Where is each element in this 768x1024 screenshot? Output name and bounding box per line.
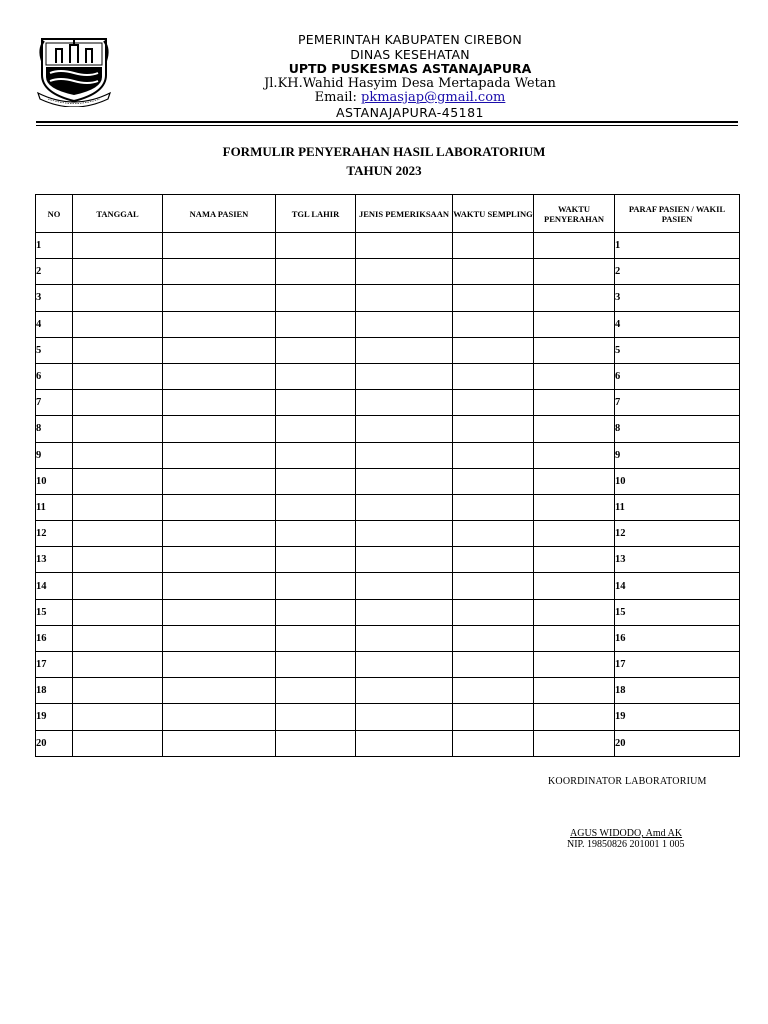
paraf-cell[interactable]: 13 (615, 547, 740, 573)
jenis-pemeriksaan-cell[interactable] (356, 521, 453, 547)
waktu-sempling-cell[interactable] (453, 390, 534, 416)
letterhead-rule-thin (36, 125, 738, 126)
paraf-cell[interactable]: 3 (615, 285, 740, 311)
nama-pasien-cell[interactable] (163, 416, 276, 442)
table-row (36, 390, 740, 416)
table-row (36, 311, 740, 337)
letterhead (230, 33, 590, 120)
row-number: 1 (36, 233, 73, 259)
nama-pasien-cell[interactable] (163, 468, 276, 494)
table-row (36, 652, 740, 678)
tanggal-cell[interactable] (73, 730, 163, 756)
row-number: 6 (36, 363, 73, 389)
header-email-line (230, 91, 590, 106)
waktu-penyerahan-cell[interactable] (534, 233, 615, 259)
waktu-penyerahan-cell[interactable] (534, 678, 615, 704)
jenis-pemeriksaan-cell[interactable] (356, 599, 453, 625)
tgl-lahir-cell[interactable] (276, 704, 356, 730)
waktu-penyerahan-cell[interactable] (534, 599, 615, 625)
table-row (36, 678, 740, 704)
waktu-sempling-cell[interactable] (453, 704, 534, 730)
jenis-pemeriksaan-cell[interactable] (356, 337, 453, 363)
email-label: Email: (314, 90, 362, 105)
form-title: FORMULIR PENYERAHAN HASIL LABORATORIUM (222, 144, 546, 159)
row-number: 10 (36, 468, 73, 494)
table-row (36, 416, 740, 442)
column-header-tgl-lahir: TGL LAHIR (276, 195, 356, 233)
tgl-lahir-cell[interactable] (276, 652, 356, 678)
paraf-cell[interactable]: 8 (615, 416, 740, 442)
jenis-pemeriksaan-cell[interactable] (356, 678, 453, 704)
table-row (36, 468, 740, 494)
handover-table (35, 194, 740, 757)
tgl-lahir-cell[interactable] (276, 337, 356, 363)
nama-pasien-cell[interactable] (163, 311, 276, 337)
paraf-cell[interactable]: 19 (615, 704, 740, 730)
tanggal-cell[interactable] (73, 390, 163, 416)
nama-pasien-cell[interactable] (163, 442, 276, 468)
paraf-cell[interactable]: 12 (615, 521, 740, 547)
waktu-sempling-cell[interactable] (453, 233, 534, 259)
tanggal-cell[interactable] (73, 442, 163, 468)
jenis-pemeriksaan-cell[interactable] (356, 416, 453, 442)
paraf-cell[interactable]: 9 (615, 442, 740, 468)
row-number: 8 (36, 416, 73, 442)
tanggal-cell[interactable] (73, 652, 163, 678)
row-number: 19 (36, 704, 73, 730)
waktu-penyerahan-cell[interactable] (534, 521, 615, 547)
column-header-no: NO (36, 195, 73, 233)
table-row (36, 547, 740, 573)
waktu-penyerahan-cell[interactable] (534, 704, 615, 730)
tgl-lahir-cell[interactable] (276, 521, 356, 547)
tanggal-cell[interactable] (73, 285, 163, 311)
tanggal-cell[interactable] (73, 573, 163, 599)
tanggal-cell[interactable] (73, 494, 163, 520)
signature-title: KOORDINATOR LABORATORIUM (548, 776, 707, 787)
table-row (36, 494, 740, 520)
header-address: Jl.KH.Wahid Hasyim Desa Mertapada Wetan (264, 75, 556, 91)
waktu-penyerahan-cell[interactable] (534, 311, 615, 337)
jenis-pemeriksaan-cell[interactable] (356, 468, 453, 494)
nama-pasien-cell[interactable] (163, 337, 276, 363)
nama-pasien-cell[interactable] (163, 285, 276, 311)
jenis-pemeriksaan-cell[interactable] (356, 494, 453, 520)
jenis-pemeriksaan-cell[interactable] (356, 704, 453, 730)
jenis-pemeriksaan-cell[interactable] (356, 652, 453, 678)
waktu-penyerahan-cell[interactable] (534, 547, 615, 573)
row-number: 11 (36, 494, 73, 520)
row-number: 12 (36, 521, 73, 547)
nama-pasien-cell[interactable] (163, 573, 276, 599)
waktu-penyerahan-cell[interactable] (534, 259, 615, 285)
table-row (36, 730, 740, 756)
waktu-sempling-cell[interactable] (453, 442, 534, 468)
table-header-row (36, 195, 740, 233)
row-number: 15 (36, 599, 73, 625)
tgl-lahir-cell[interactable] (276, 416, 356, 442)
nama-pasien-cell[interactable] (163, 363, 276, 389)
row-number: 14 (36, 573, 73, 599)
row-number: 16 (36, 625, 73, 651)
waktu-sempling-cell[interactable] (453, 547, 534, 573)
tgl-lahir-cell[interactable] (276, 442, 356, 468)
tgl-lahir-cell[interactable] (276, 390, 356, 416)
waktu-penyerahan-cell[interactable] (534, 285, 615, 311)
row-number: 18 (36, 678, 73, 704)
table-row (36, 704, 740, 730)
tgl-lahir-cell[interactable] (276, 599, 356, 625)
table-body (36, 233, 740, 757)
table-row (36, 337, 740, 363)
signature-nip: NIP. 19850826 201001 1 005 (567, 839, 685, 850)
waktu-penyerahan-cell[interactable] (534, 573, 615, 599)
waktu-sempling-cell[interactable] (453, 521, 534, 547)
waktu-sempling-cell[interactable] (453, 599, 534, 625)
waktu-penyerahan-cell[interactable] (534, 337, 615, 363)
row-number: 4 (36, 311, 73, 337)
tgl-lahir-cell[interactable] (276, 573, 356, 599)
table-row (36, 233, 740, 259)
jenis-pemeriksaan-cell[interactable] (356, 442, 453, 468)
tgl-lahir-cell[interactable] (276, 363, 356, 389)
nama-pasien-cell[interactable] (163, 521, 276, 547)
paraf-cell[interactable]: 2 (615, 259, 740, 285)
paraf-cell[interactable]: 10 (615, 468, 740, 494)
column-header-jenis-pemeriksaan: JENIS PEMERIKSAAN (356, 195, 453, 233)
row-number: 9 (36, 442, 73, 468)
waktu-penyerahan-cell[interactable] (534, 363, 615, 389)
paraf-cell[interactable]: 5 (615, 337, 740, 363)
row-number: 7 (36, 390, 73, 416)
tanggal-cell[interactable] (73, 363, 163, 389)
table-row (36, 259, 740, 285)
table-row (36, 285, 740, 311)
signature-name: AGUS WIDODO, Amd AK (570, 828, 683, 839)
column-header-nama-pasien: NAMA PASIEN (163, 195, 276, 233)
paraf-cell[interactable]: 14 (615, 573, 740, 599)
waktu-sempling-cell[interactable] (453, 625, 534, 651)
tgl-lahir-cell[interactable] (276, 285, 356, 311)
header-department: DINAS KESEHATAN (350, 46, 470, 62)
nama-pasien-cell[interactable] (163, 259, 276, 285)
waktu-penyerahan-cell[interactable] (534, 468, 615, 494)
header-unit: UPTD PUSKESMAS ASTANAJAPURA (288, 61, 532, 76)
jenis-pemeriksaan-cell[interactable] (356, 390, 453, 416)
tanggal-cell[interactable] (73, 233, 163, 259)
row-number: 2 (36, 259, 73, 285)
column-header-waktu-penyerahan: WAKTU PENYERAHAN (534, 195, 615, 233)
nama-pasien-cell[interactable] (163, 390, 276, 416)
waktu-penyerahan-cell[interactable] (534, 730, 615, 756)
table-row (36, 573, 740, 599)
paraf-cell[interactable]: 1 (615, 233, 740, 259)
waktu-sempling-cell[interactable] (453, 468, 534, 494)
tanggal-cell[interactable] (73, 468, 163, 494)
waktu-penyerahan-cell[interactable] (534, 625, 615, 651)
waktu-sempling-cell[interactable] (453, 573, 534, 599)
tanggal-cell[interactable] (73, 311, 163, 337)
tanggal-cell[interactable] (73, 599, 163, 625)
tanggal-cell[interactable] (73, 337, 163, 363)
paraf-cell[interactable]: 17 (615, 652, 740, 678)
tanggal-cell[interactable] (73, 704, 163, 730)
tgl-lahir-cell[interactable] (276, 625, 356, 651)
nama-pasien-cell[interactable] (163, 704, 276, 730)
tanggal-cell[interactable] (73, 678, 163, 704)
paraf-cell[interactable]: 11 (615, 494, 740, 520)
waktu-sempling-cell[interactable] (453, 285, 534, 311)
letterhead-rule-thick (36, 121, 738, 123)
nama-pasien-cell[interactable] (163, 652, 276, 678)
row-number: 3 (36, 285, 73, 311)
waktu-sempling-cell[interactable] (453, 363, 534, 389)
row-number: 20 (36, 730, 73, 756)
waktu-penyerahan-cell[interactable] (534, 652, 615, 678)
waktu-penyerahan-cell[interactable] (534, 442, 615, 468)
jenis-pemeriksaan-cell[interactable] (356, 573, 453, 599)
table-row (36, 521, 740, 547)
header-government: PEMERINTAH KABUPATEN CIREBON (297, 32, 522, 47)
jenis-pemeriksaan-cell[interactable] (356, 285, 453, 311)
tgl-lahir-cell[interactable] (276, 678, 356, 704)
waktu-sempling-cell[interactable] (453, 416, 534, 442)
waktu-sempling-cell[interactable] (453, 259, 534, 285)
tgl-lahir-cell[interactable] (276, 233, 356, 259)
waktu-sempling-cell[interactable] (453, 730, 534, 756)
tgl-lahir-cell[interactable] (276, 547, 356, 573)
tgl-lahir-cell[interactable] (276, 468, 356, 494)
jenis-pemeriksaan-cell[interactable] (356, 363, 453, 389)
waktu-sempling-cell[interactable] (453, 678, 534, 704)
waktu-sempling-cell[interactable] (453, 311, 534, 337)
paraf-cell[interactable]: 6 (615, 363, 740, 389)
paraf-cell[interactable]: 4 (615, 311, 740, 337)
waktu-penyerahan-cell[interactable] (534, 390, 615, 416)
waktu-sempling-cell[interactable] (453, 337, 534, 363)
tanggal-cell[interactable] (73, 416, 163, 442)
row-number: 17 (36, 652, 73, 678)
column-header-tanggal: TANGGAL (73, 195, 163, 233)
waktu-penyerahan-cell[interactable] (534, 416, 615, 442)
table-row (36, 625, 740, 651)
tgl-lahir-cell[interactable] (276, 311, 356, 337)
header-postal: ASTANAJAPURA-45181 (335, 104, 485, 120)
nama-pasien-cell[interactable] (163, 233, 276, 259)
nama-pasien-cell[interactable] (163, 494, 276, 520)
jenis-pemeriksaan-cell[interactable] (356, 233, 453, 259)
paraf-cell[interactable]: 15 (615, 599, 740, 625)
email-link[interactable]: pkmasjap@gmail.com (361, 90, 506, 105)
row-number: 5 (36, 337, 73, 363)
row-number: 13 (36, 547, 73, 573)
tanggal-cell[interactable] (73, 547, 163, 573)
tanggal-cell[interactable] (73, 625, 163, 651)
nama-pasien-cell[interactable] (163, 599, 276, 625)
waktu-penyerahan-cell[interactable] (534, 494, 615, 520)
paraf-cell[interactable]: 20 (615, 730, 740, 756)
nama-pasien-cell[interactable] (163, 678, 276, 704)
waktu-sempling-cell[interactable] (453, 652, 534, 678)
tanggal-cell[interactable] (73, 521, 163, 547)
form-year: TAHUN 2023 (346, 163, 422, 178)
jenis-pemeriksaan-cell[interactable] (356, 311, 453, 337)
paraf-cell[interactable]: 16 (615, 625, 740, 651)
table-row (36, 363, 740, 389)
paraf-cell[interactable]: 7 (615, 390, 740, 416)
nama-pasien-cell[interactable] (163, 730, 276, 756)
jenis-pemeriksaan-cell[interactable] (356, 730, 453, 756)
tgl-lahir-cell[interactable] (276, 259, 356, 285)
paraf-cell[interactable]: 18 (615, 678, 740, 704)
jenis-pemeriksaan-cell[interactable] (356, 625, 453, 651)
jenis-pemeriksaan-cell[interactable] (356, 259, 453, 285)
column-header-paraf: PARAF PASIEN / WAKIL PASIEN (615, 195, 740, 233)
table-row (36, 599, 740, 625)
nama-pasien-cell[interactable] (163, 625, 276, 651)
jenis-pemeriksaan-cell[interactable] (356, 547, 453, 573)
column-header-waktu-sempling: WAKTU SEMPLING (453, 195, 534, 233)
nama-pasien-cell[interactable] (163, 547, 276, 573)
waktu-sempling-cell[interactable] (453, 494, 534, 520)
tanggal-cell[interactable] (73, 259, 163, 285)
regency-emblem-icon (36, 35, 112, 107)
table-row (36, 442, 740, 468)
tgl-lahir-cell[interactable] (276, 730, 356, 756)
tgl-lahir-cell[interactable] (276, 494, 356, 520)
